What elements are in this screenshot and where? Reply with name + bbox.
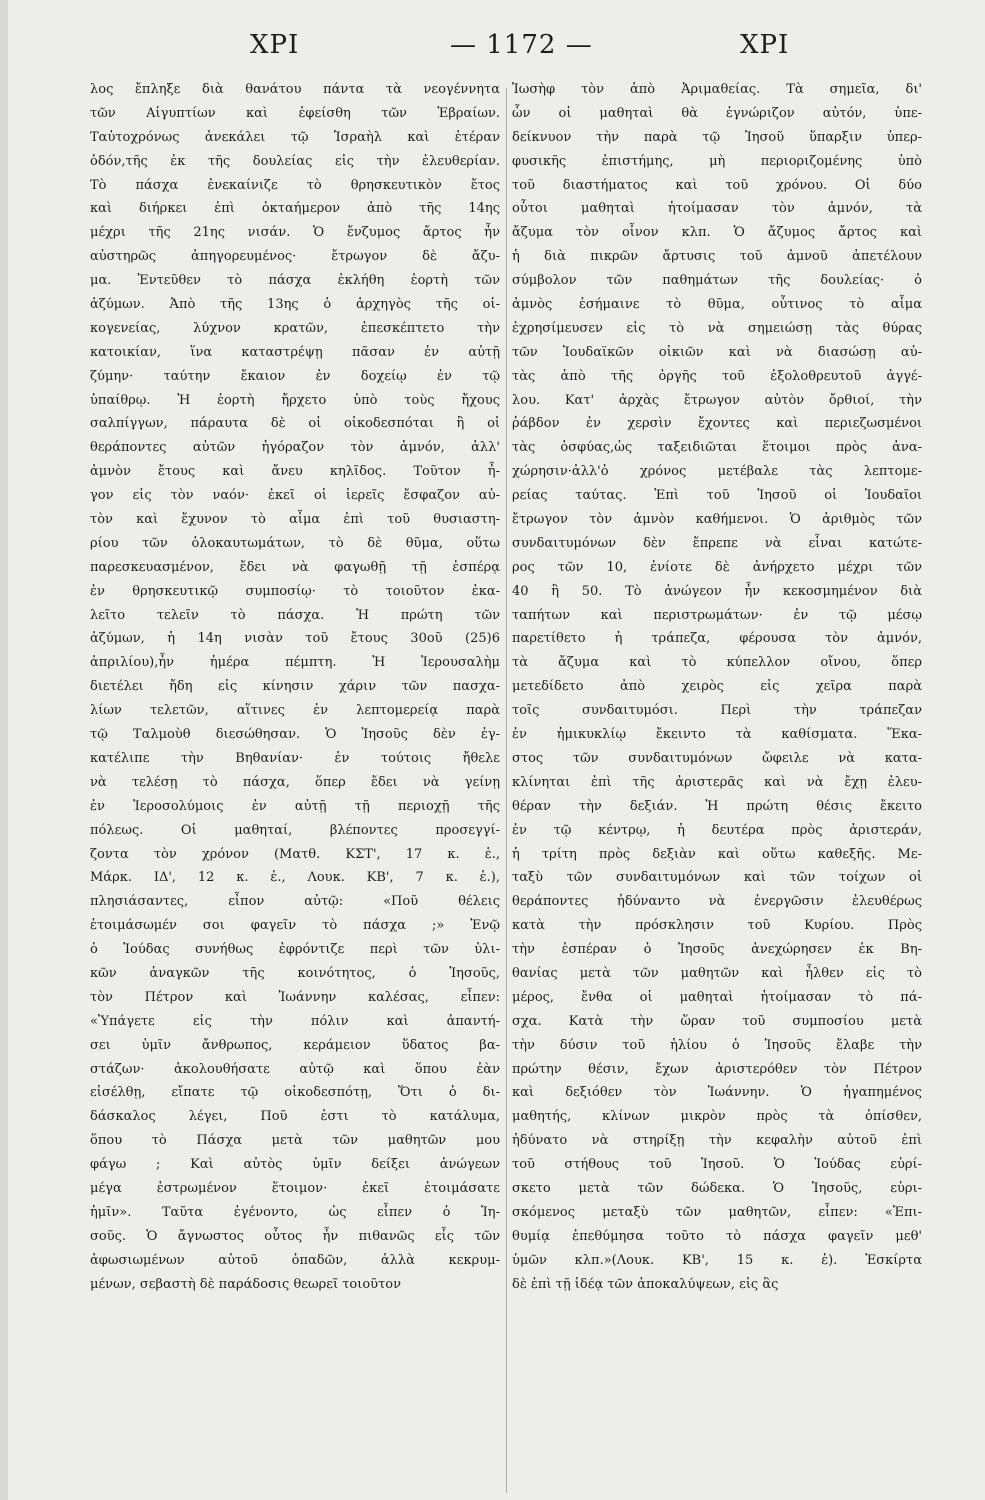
text-line: ἐν Ἱεροσολύμοις ἐν αὐτῇ τῇ περιοχῇ τῆς	[90, 798, 500, 814]
text-line: ὁ Ἰούδας συνήθως ἐφρόντιζε περὶ τῶν ὑλι-	[90, 942, 500, 958]
text-line: τὰ ἄζυμα καὶ τὸ κύπελλον οἴνου, ὅπερ	[512, 655, 922, 671]
header-right-abbrev: ΧΡΙ	[740, 30, 790, 60]
text-line: τὸν καὶ ἔχυνον τὸ αἷμα ἐπὶ τοῦ θυσιαστη-	[90, 512, 500, 528]
text-line: τῶν Αἰγυπτίων καὶ ἐφείσθη τῶν Ἑβραίων.	[90, 105, 500, 121]
text-line: μέχρι τῆς 21ης νισάν. Ὁ ἔνζυμος ἄρτος ἦν	[90, 225, 500, 241]
text-line: πλησιάσαντες, εἶπον αὐτῷ: «Ποῦ θέλεις	[90, 894, 500, 910]
text-line: θανίας μετὰ τῶν μαθητῶν καὶ ἦλθεν εἰς τὸ	[512, 965, 922, 981]
text-line: ἀφωσιωμένων αὐτοῦ ὀπαδῶν, ἀλλὰ κεκρυμ-	[90, 1252, 500, 1268]
text-line: δὲ ἐπὶ τῇ ἰδέᾳ τῶν ἀποκαλύψεων, εἰς ἃς	[512, 1276, 779, 1292]
text-line: στος τῶν συνδαιτυμόνων ὤφειλε νὰ κατα-	[512, 750, 922, 766]
text-line: οὗτοι μαθηταὶ ἡτοίμασαν τὸν ἀμνόν, τὰ	[512, 201, 922, 217]
text-line: παρετίθετο ἡ τράπεζα, φέρουσα τὸν ἀμνόν,	[512, 631, 922, 647]
text-line: στάζων· ἀκολουθήσατε αὐτῷ καὶ ὅπου ἐὰν	[90, 1061, 500, 1077]
text-line: ἀμνὸν ἔτους καὶ ἄνευ κηλῖδος. Τοῦτον ἦ-	[90, 464, 500, 480]
running-header	[90, 30, 930, 70]
text-line: ἡ διὰ πικρῶν ἄρτυσις τοῦ ἀμνοῦ ἀπετέλουν	[512, 249, 922, 265]
text-line: διετέλει ἤδη εἰς κίνησιν χάριν τῶν πασχα-	[90, 679, 500, 695]
text-line: Ταὐτοχρόνως ἀνεκάλει τῷ Ἰσραὴλ καὶ ἑτέραν	[90, 129, 500, 145]
text-line: εἰσέλθῃ, εἴπατε τῷ οἰκοδεσπότῃ, Ὅτι ὁ δι-	[90, 1085, 500, 1101]
text-line: ἐχρησίμευσεν εἰς τὸ νὰ σημειώσῃ τὰς θύρας	[512, 320, 922, 336]
text-line: κῶν ἀναγκῶν τῆς κοινότητος, ὁ Ἰησοῦς,	[90, 965, 500, 981]
text-line: θυμίᾳ ἐπεθύμησα τοῦτο τὸ πάσχα φαγεῖν μεθ'	[512, 1228, 922, 1244]
text-line: φυσικῆς ἐπιστήμης, μὴ περιοριζομένης ὑπὸ	[512, 153, 922, 169]
text-line: ἄζυμα τὸν οἶνον κλπ. Ὁ ἄζυμος ἄρτος καὶ	[512, 225, 922, 241]
text-line: «Ὑπάγετε εἰς τὴν πόλιν καὶ ἀπαντή-	[90, 1013, 500, 1029]
text-line: ἡμῖν». Ταῦτα ἐγένοντο, ὡς εἶπεν ὁ Ἰη-	[90, 1204, 500, 1220]
text-line: ρίου τῶν ὁλοκαυτωμάτων, τὸ δὲ θῦμα, οὕτω	[90, 535, 500, 551]
text-line: ρείας ταύτας. Ἐπὶ τοῦ Ἰησοῦ οἱ Ἰουδαῖοι	[512, 488, 922, 504]
text-line: σύμβολον τῶν παθημάτων τῆς δουλείας· ὁ	[512, 273, 922, 289]
page-edge-shadow	[0, 0, 8, 1500]
text-line: σει ὑμῖν ἄνθρωπος, κεράμειον ὕδατος βα-	[90, 1037, 500, 1053]
text-line: ἐν τῷ κέντρῳ, ἡ δευτέρα πρὸς ἀριστεράν,	[512, 822, 922, 838]
text-line: τοῦ διαστήματος καὶ τοῦ χρόνου. Οἱ δύο	[512, 177, 922, 193]
text-line: νὰ τελέσῃ τὸ πάσχα, ὅπερ ἔδει νὰ γείνῃ	[90, 774, 500, 790]
text-line: ἀζύμων. Ἀπὸ τῆς 13ης ὁ ἀρχηγὸς τῆς οἰ-	[90, 297, 500, 313]
text-line: ἐν θρησκευτικῷ συμποσίῳ· τὸ τοιοῦτον ἐκα-	[90, 583, 500, 599]
text-line: ὅπου τὸ Πάσχα μετὰ τῶν μαθητῶν μου	[90, 1133, 500, 1149]
text-line: μετεδίδετο ἀπὸ χειρὸς εἰς χεῖρα παρὰ	[512, 679, 922, 695]
text-line: θεράποντες αὐτῶν ἠγόραζον τὸν ἀμνόν, ἀλλ'	[90, 440, 500, 456]
text-line: σκετο μετὰ τῶν δώδεκα. Ὁ Ἰησοῦς, εὑρι-	[512, 1180, 922, 1196]
text-line: τὴν ἑσπέραν ὁ Ἰησοῦς ἀνεχώρησεν ἐκ Βη-	[512, 942, 922, 958]
column-divider	[506, 88, 507, 1493]
text-line: ὧν οἱ μαθηταὶ θὰ ἐγνώριζον αὐτόν, ὑπε-	[512, 105, 922, 121]
text-line: κατοικίαν, ἵνα καταστρέψῃ πᾶσαν ἐν αὐτῇ	[90, 344, 500, 360]
text-line: Ἰωσὴφ τὸν ἀπὸ Ἀριμαθείας. Τὰ σημεῖα, δι'	[512, 82, 922, 97]
text-line: φάγω ; Καὶ αὐτὸς ὑμῖν δείξει ἀνώγεων	[90, 1157, 500, 1173]
text-line: καὶ δεξιόθεν τὸν Ἰωάννην. Ὁ ἠγαπημένος	[512, 1085, 922, 1101]
text-line: 40 ἢ 50. Τὸ ἀνώγεον ἦν κεκοσμημένον διὰ	[512, 583, 922, 599]
text-line: δάσκαλος λέγει, Ποῦ ἐστι τὸ κατάλυμα,	[90, 1109, 500, 1125]
text-line: ἔτρωγον τὸν ἀμνὸν καθήμενοι. Ὁ ἀριθμὸς τῶν	[512, 512, 922, 528]
text-line: θέραν τὴν δεξιάν. Ἡ πρώτη θέσις ἔκειτο	[512, 798, 922, 814]
text-line: ζοντα τὸν χρόνον (Ματθ. ΚΣΤ', 17 κ. ἑ.,	[90, 846, 500, 862]
text-line: τὸν Πέτρον καὶ Ἰωάννην καλέσας, εἶπεν:	[90, 989, 500, 1005]
left-text-column	[90, 78, 500, 1296]
header-left-abbrev: ΧΡΙ	[250, 30, 300, 60]
text-line: σχα. Κατὰ τὴν ὥραν τοῦ συμποσίου μετὰ	[512, 1013, 922, 1029]
text-line: Τὸ πάσχα ἐνεκαίνιζε τὸ θρησκευτικὸν ἔτος	[90, 177, 500, 193]
text-line: χώρησιν·ἀλλ'ὁ χρόνος μετέβαλε τὰς λεπτομε-	[512, 464, 922, 480]
text-line: ἐν ἡμικυκλίῳ ἔκειντο τὰ καθίσματα. Ἕκα-	[512, 727, 922, 743]
text-line: αὐστηρῶς ἀπηγορευμένος· ἔτρωγον δὲ ἄζυ-	[90, 249, 500, 265]
text-line: λεῖτο τελεῖν τὸ πάσχα. Ἡ πρώτη τῶν	[90, 607, 500, 623]
text-line: τὴν δύσιν τοῦ ἡλίου ὁ Ἰησοῦς ἔλαβε τὴν	[512, 1037, 922, 1053]
right-text-column	[512, 78, 922, 1296]
text-line: κλίνηται ἐπὶ τῆς ἀριστερᾶς καὶ νὰ ἔχῃ ἐλευ-	[512, 774, 922, 790]
text-line: κατέλιπε τὴν Βηθανίαν· ἐν τούτοις ἤθελε	[90, 750, 500, 766]
text-line: ἑτοιμάσωμέν σοι φαγεῖν τὸ πάσχα ;» Ἐνῷ	[90, 918, 500, 934]
text-line: λου. Κατ' ἀρχὰς ἔτρωγον αὐτὸν ὄρθιοί, τὴν	[512, 392, 922, 408]
text-line: πρώτην θέσιν, ἔχων ἀριστερόθεν τὸν Πέτρον	[512, 1061, 922, 1077]
text-line: κογενείας, λύχνον κρατῶν, ἐπεσκέπτετο τὴν	[90, 320, 500, 336]
text-line: ταπήτων καὶ περιστρωμάτων· ἐν τῷ μέσῳ	[512, 607, 922, 623]
text-line: σοῦς. Ὁ ἄγνωστος οὗτος ἦν πιθανῶς εἷς τῶν	[90, 1228, 500, 1244]
text-line: τῷ Ταλμοὺθ διεσώθησαν. Ὁ Ἰησοῦς δὲν ἐγ-	[90, 727, 500, 743]
text-line: ἀμνὸς ἐσήμαινε τὸ θῦμα, οὗτινος τὸ αἷμα	[512, 297, 922, 313]
text-line: ἀπριλίου),ἦν ἡμέρα πέμπτη. Ἡ Ἱερουσαλὴμ	[90, 655, 500, 671]
text-line: πόλεως. Οἱ μαθηταί, βλέποντες προσεγγί-	[90, 822, 500, 838]
text-line: σαλπίγγων, πάραυτα δὲ οἱ οἰκοδεσπόται ἢ οἱ	[90, 416, 500, 432]
text-line: ἀζύμων, ἡ 14η νισὰν τοῦ ἔτους 30οῦ (25)6	[90, 631, 500, 647]
text-line: μα. Ἐντεῦθεν τὸ πάσχα ἐκλήθη ἑορτὴ τῶν	[90, 273, 500, 289]
text-line: ταξὺ τῶν συνδαιτυμόνων καὶ τῶν τοίχων οἱ	[512, 870, 922, 886]
text-line: λίων τελετῶν, αἵτινες ἐν λεπτομερείᾳ παρὰ	[90, 703, 500, 719]
text-line: λος ἔπληξε διὰ θανάτου πάντα τὰ νεογέννητα	[90, 82, 500, 97]
text-line: μέρος, ἔνθα οἱ μαθηταὶ ἡτοίμασαν τὸ πά-	[512, 989, 922, 1005]
text-line: θεράποντες ἠδύναντο νὰ ἐνεργῶσιν ἐλευθέρως	[512, 894, 922, 910]
text-line: τοῖς συνδαιτυμόσι. Περὶ τὴν τράπεζαν	[512, 703, 922, 719]
text-line: τοῦ στήθους τοῦ Ἰησοῦ. Ὁ Ἰούδας εὑρί-	[512, 1157, 922, 1173]
text-line: κατὰ τὴν πρόσκλησιν τοῦ Κυρίου. Πρὸς	[512, 918, 922, 934]
text-line: ἡ τρίτη πρὸς δεξιὰν καὶ οὕτω καθεξῆς. Με-	[512, 846, 922, 862]
text-line: ὁδόν,τῆς ἐκ τῆς δουλείας εἰς τὴν ἐλευθερίαν.	[90, 153, 500, 169]
text-line: τὰς ἀπὸ τῆς ὀργῆς τοῦ ἐξολοθρευτοῦ ἀγγέ-	[512, 368, 922, 384]
text-line: μέγα ἐστρωμένον ἕτοιμον· ἐκεῖ ἑτοιμάσατε	[90, 1180, 500, 1196]
text-line: παρεσκευασμένον, ἔδει νὰ φαγωθῇ τῇ ἑσπέρᾳ	[90, 559, 500, 575]
text-line: σκόμενος μεταξὺ τῶν μαθητῶν, εἶπεν: «Ἐπι-	[512, 1204, 922, 1220]
text-line: γον εἰς τὸν ναόν· ἐκεῖ οἱ ἱερεῖς ἔσφαζον αὐ-	[90, 488, 500, 504]
text-line: δείκνυον τὴν παρὰ τῷ Ἰησοῦ ὕπαρξιν ὑπερ-	[512, 129, 922, 145]
text-line: μαθητής, κλίνων μικρὸν πρὸς τὰ ὀπίσθεν,	[512, 1109, 922, 1125]
text-line: ρος τῶν 10, ἐνίοτε δὲ ἀνήρχετο μέχρι τῶν	[512, 559, 922, 575]
text-line: Μάρκ. ΙΔ', 12 κ. ἑ., Λουκ. ΚΒ', 7 κ. ἑ.),	[90, 870, 500, 886]
page-number: — 1172 —	[450, 30, 593, 60]
text-line: ῥάβδον ἐν χερσὶν ἔχοντες καὶ περιεζωσμένοι	[512, 416, 922, 432]
text-line: τῶν Ἰουδαϊκῶν οἰκιῶν καὶ νὰ διασώσῃ αὐ-	[512, 344, 922, 360]
text-line: ζύμην· ταύτην ἔκαιον ἐν δοχείῳ ἐν τῷ	[90, 368, 500, 384]
text-line: ὑπαίθρῳ. Ἡ ἑορτὴ ἤρχετο ὑπὸ τοὺς ἤχους	[90, 392, 500, 408]
text-line: μένων, σεβαστὴ δὲ παράδοσις θεωρεῖ τοιοῦτον	[90, 1276, 401, 1292]
text-line: ἠδύνατο νὰ στηρίξῃ τὴν κεφαλὴν αὐτοῦ ἐπὶ	[512, 1133, 922, 1149]
text-line: τὰς ὀσφύας,ὡς ταξειδιῶται ἕτοιμοι πρὸς ἀνα-	[512, 440, 922, 456]
text-line: ὑμῶν κλπ.»(Λουκ. ΚΒ', 15 κ. ἑ). Ἐσκίρτα	[512, 1252, 922, 1268]
text-line: συνδαιτυμόνων δὲν ἔπρεπε νὰ εἶναι κατώτε-	[512, 535, 922, 551]
text-line: καὶ διήρκει ἐπὶ ὀκταήμερον ἀπὸ τῆς 14ης	[90, 201, 500, 217]
